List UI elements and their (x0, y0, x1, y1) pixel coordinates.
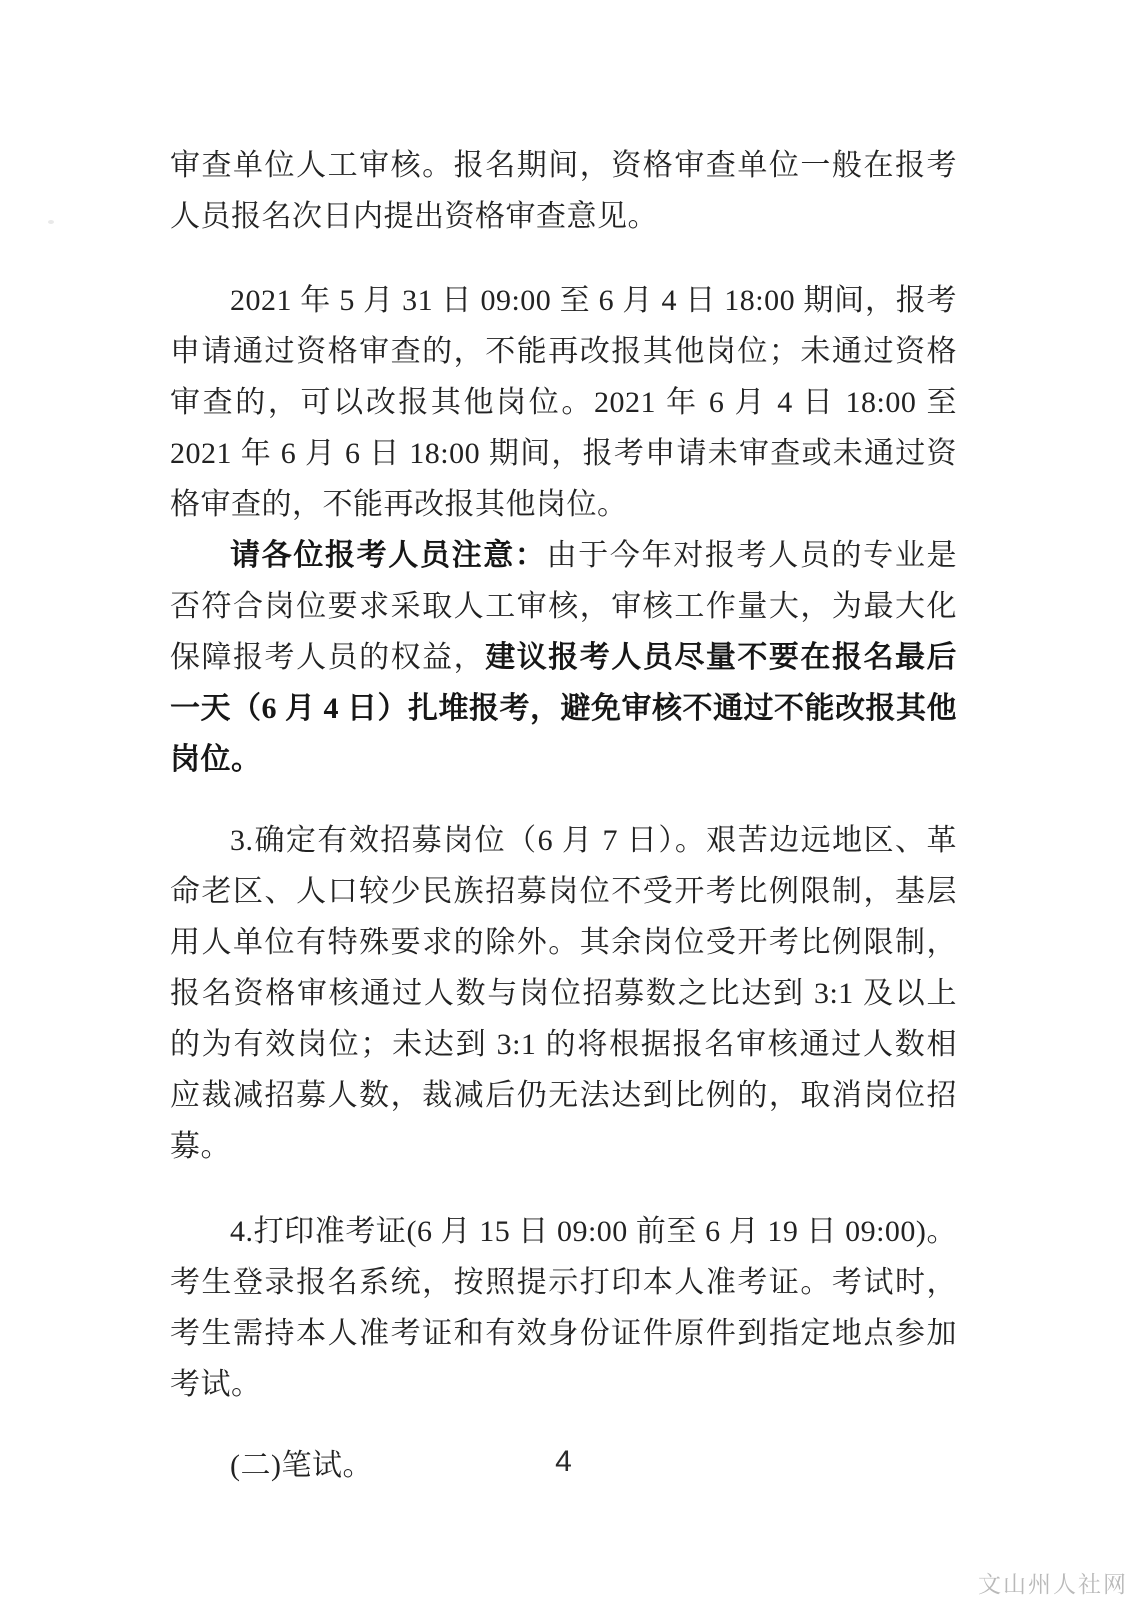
paragraph-registration-period (170, 275, 957, 530)
paragraph-audit-continuation (170, 140, 957, 242)
notice-body: 由于今年对报考人员的专业是否符合岗位要求采取人工审核，审核工作量大，为最大化保障报考人员的权益， (170, 539, 958, 674)
notice-warning: 建议报考人员尽量不要在报名最后一天（6 月 4 日）扎堆报考，避免审核不通过不能改报其他岗位。 (170, 641, 958, 776)
paragraph-text: 3.确定有效招募岗位（6 月 7 日）。艰苦边远地区、革命老区、人口较少民族招募岗位不受开考比例限制，基层用人单位有特殊要求的除外。其余岗位受开考比例限制，报名资格审核通过人数与岗位招募数之比达到 3:1 及以上的为有效岗位；未达到 3:1 的将根据报名审核通过人数相应裁减招募人数，裁减后仍无法达到比例的，取消岗位招募。 (170, 824, 957, 1163)
scan-speckle (48, 220, 54, 224)
paragraph-item-3-valid-positions (170, 815, 957, 1172)
notice-heading: 请各位报考人员注意： (230, 539, 547, 572)
document-body (170, 140, 957, 1491)
paragraph-text: 4.打印准考证(6 月 15 日 09:00 前至 6 月 19 日 09:00)。考生登录报名系统，按照提示打印本人准考证。考试时，考生需持本人准考证和有效身份证件原件到指定地点参加考试。 (170, 1215, 957, 1401)
paragraph-text: 2021 年 5 月 31 日 09:00 至 6 月 4 日 18:00 期间，报考申请通过资格审查的，不能再改报其他岗位；未通过资格审查的，可以改报其他岗位。2021 年 6 月 4 日 18:00 至 2021 年 6 月 6 日 18:00 期间，报考申请未审查或未通过资格审查的，不能再改报其他岗位。 (170, 284, 957, 521)
paragraph-item-4-print-ticket (170, 1206, 957, 1410)
paragraph-text: 审查单位人工审核。报名期间，资格审查单位一般在报考人员报名次日内提出资格审查意见。 (170, 149, 957, 233)
watermark: 文山州人社网 (978, 1572, 1128, 1597)
page-number: 4 (555, 1445, 572, 1478)
paragraph-applicant-notice (170, 530, 957, 785)
paragraph-text: (二)笔试。 (230, 1449, 373, 1482)
